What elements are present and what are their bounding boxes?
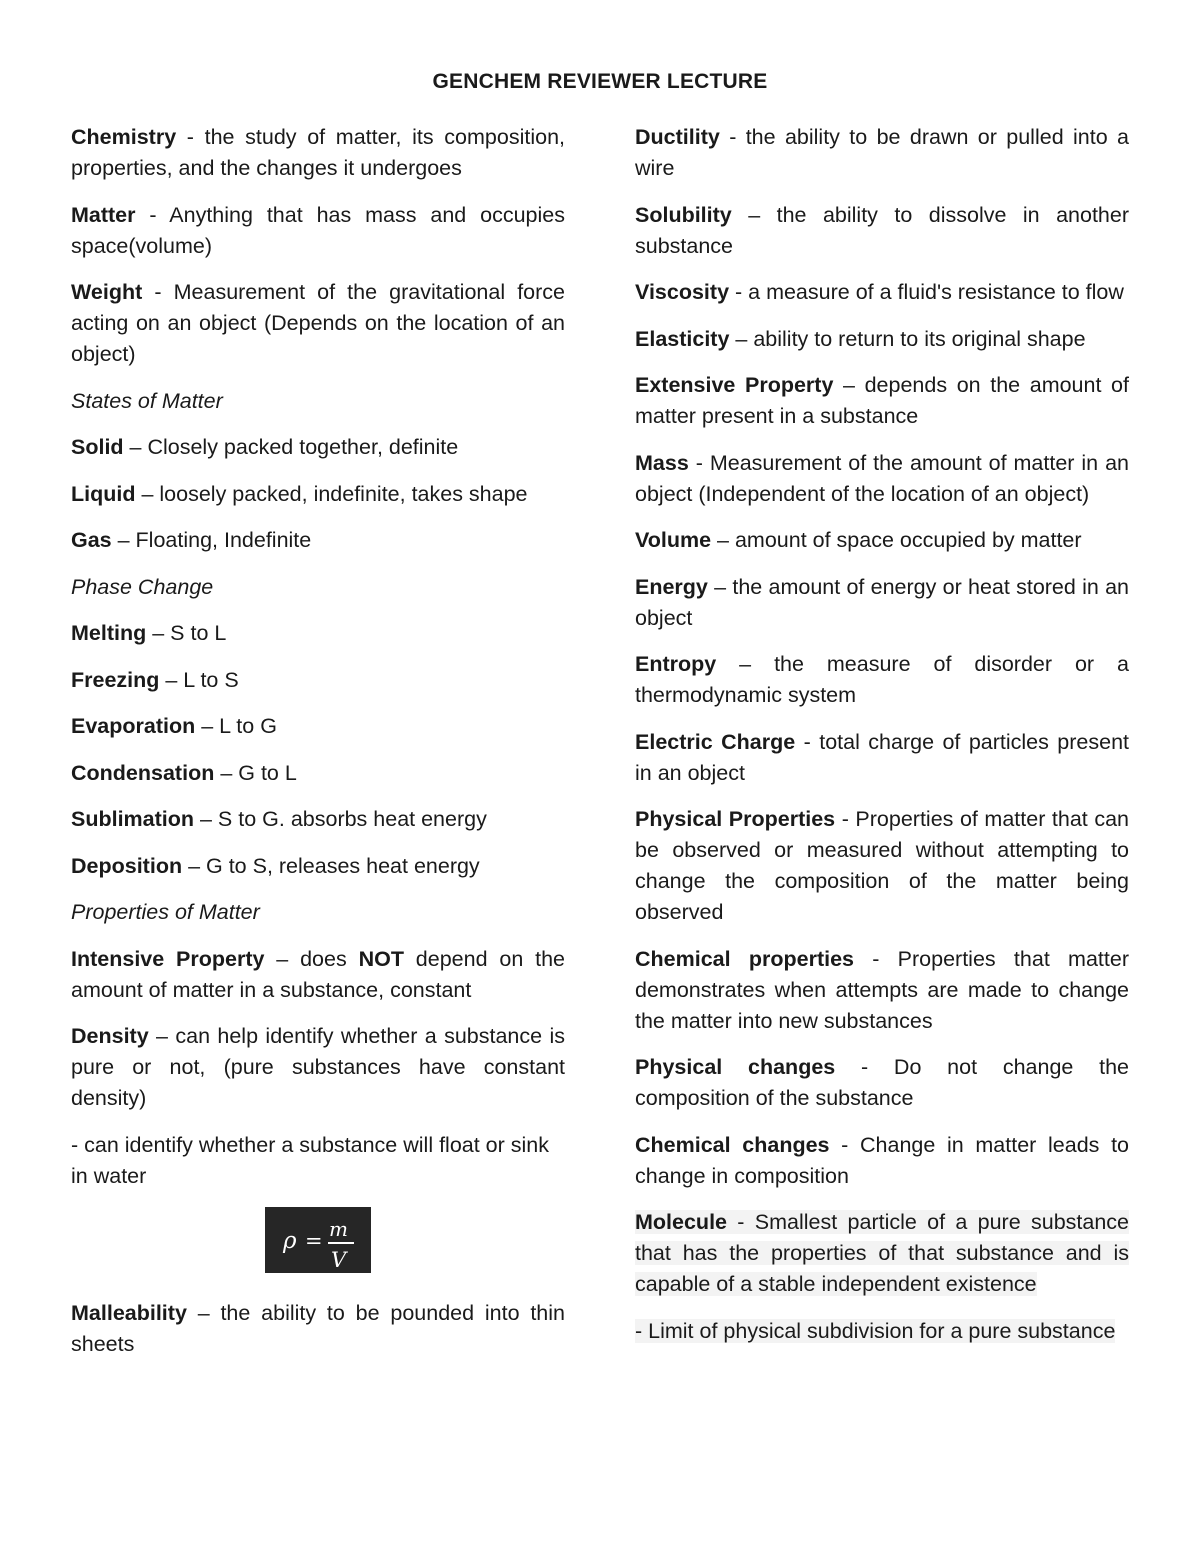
- definition-liquid: [71, 479, 565, 510]
- term-intensive-property: Intensive Property: [71, 946, 265, 971]
- def-intensive-b: depend on the amount of matter in a substance, constant: [71, 946, 566, 1002]
- definition-entropy: [635, 649, 1129, 711]
- def-liquid: – loosely packed, indefinite, takes shape: [135, 481, 528, 506]
- term-solid: Solid: [71, 435, 124, 459]
- term-chemical-properties: Chemical properties: [635, 946, 854, 971]
- formula-denominator: V: [331, 1248, 347, 1272]
- definition-electric-charge: [635, 727, 1129, 789]
- term-viscosity: Viscosity: [635, 280, 730, 304]
- def-extensive-property: – depends on the amount of matter present in a substance: [635, 373, 1129, 428]
- term-evaporation: Evaporation: [71, 714, 196, 738]
- def-physical-properties: - Properties of matter that can be observed or measured without attempting to change the composition of the matter being observed: [635, 807, 1129, 924]
- heading-phase-change: Phase Change: [71, 574, 214, 599]
- density-note: - can identify whether a substance will float or sink in water: [71, 1132, 550, 1188]
- term-elasticity: Elasticity: [635, 326, 730, 351]
- term-electric-charge: Electric Charge: [635, 729, 796, 754]
- density-formula-image: [265, 1207, 371, 1273]
- molecule-note: [635, 1316, 1129, 1347]
- formula-numerator: m: [329, 1217, 348, 1241]
- term-density: Density: [71, 1024, 149, 1048]
- definition-condensation: [71, 758, 565, 789]
- definition-chemical-changes: [635, 1130, 1129, 1192]
- definition-gas: [71, 525, 565, 556]
- term-ductility: Ductility: [635, 125, 720, 149]
- definition-deposition: [71, 851, 565, 882]
- molecule-note-text: - Limit of physical subdivision for a pure substance: [635, 1318, 1116, 1343]
- formula-fraction-bar: [328, 1242, 354, 1244]
- definition-weight: [71, 277, 565, 370]
- definition-extensive-property: [635, 370, 1129, 432]
- definition-mass: [635, 448, 1129, 510]
- def-chemistry: - the study of matter, its composition, properties, and the changes it undergoes: [71, 125, 565, 180]
- def-freezing: – L to S: [159, 667, 239, 692]
- term-deposition: Deposition: [71, 853, 183, 878]
- term-physical-changes: Physical changes: [635, 1055, 836, 1079]
- def-solid: – Closely packed together, definite: [123, 435, 459, 459]
- definition-evaporation: [71, 711, 565, 742]
- definition-volume: [635, 525, 1129, 556]
- document-title: GENCHEM REVIEWER LECTURE: [432, 70, 768, 93]
- right-column: [635, 122, 1129, 1362]
- definition-solid: [71, 432, 565, 463]
- formula-equals: =: [305, 1229, 323, 1253]
- definition-physical-changes: [635, 1052, 1129, 1114]
- term-energy: Energy: [635, 574, 708, 599]
- term-chemistry: Chemistry: [71, 125, 177, 149]
- def-chemical-properties: - Properties that matter demonstrates when attempts are made to change the matter into new substances: [635, 946, 1129, 1033]
- def-condensation: – G to L: [214, 760, 297, 785]
- def-viscosity: - a measure of a fluid's resistance to flow: [729, 280, 1124, 304]
- def-sublimation: – S to G. absorbs heat energy: [194, 807, 487, 831]
- definition-intensive-property: [71, 944, 565, 1006]
- term-melting: Melting: [71, 621, 147, 645]
- definition-matter: [71, 200, 565, 262]
- definition-elasticity: [635, 324, 1129, 355]
- definition-melting: [71, 618, 565, 649]
- def-gas: – Floating, Indefinite: [111, 528, 312, 552]
- term-solubility: Solubility: [635, 202, 732, 227]
- formula-rho: ρ: [283, 1228, 297, 1254]
- def-weight: - Measurement of the gravitational force acting on an object (Depends on the location of an object): [71, 280, 565, 366]
- definition-energy: [635, 572, 1129, 634]
- def-solubility: – the ability to dissolve in another substance: [635, 202, 1129, 258]
- term-freezing: Freezing: [71, 667, 160, 692]
- definition-viscosity: [635, 277, 1129, 308]
- def-matter: - Anything that has mass and occupies space(volume): [71, 202, 565, 258]
- emphasis-not: NOT: [358, 946, 404, 971]
- heading-states-of-matter: States of Matter: [71, 388, 223, 413]
- term-sublimation: Sublimation: [71, 807, 195, 831]
- definition-molecule: [635, 1207, 1129, 1300]
- term-entropy: Entropy: [635, 652, 717, 676]
- def-chemical-changes: - Change in matter leads to change in composition: [635, 1132, 1129, 1188]
- def-intensive-a: – does: [264, 946, 359, 971]
- def-entropy: – the measure of disorder or a thermodynamic system: [635, 652, 1129, 707]
- def-mass: - Measurement of the amount of matter in an object (Independent of the location of an object): [635, 450, 1129, 506]
- definition-ductility: [635, 122, 1129, 184]
- def-melting: – S to L: [146, 621, 227, 645]
- def-electric-charge: - total charge of particles present in an object: [635, 729, 1130, 785]
- term-mass: Mass: [635, 450, 689, 475]
- term-volume: Volume: [635, 528, 712, 552]
- definition-solubility: [635, 200, 1129, 262]
- def-deposition: – G to S, releases heat energy: [182, 853, 480, 878]
- definition-malleability: [71, 1298, 565, 1360]
- heading-properties-of-matter: Properties of Matter: [71, 900, 260, 924]
- def-volume: – amount of space occupied by matter: [711, 528, 1082, 552]
- left-column: [71, 122, 565, 1376]
- term-liquid: Liquid: [71, 481, 136, 506]
- definition-chemistry: [71, 122, 565, 184]
- definition-chemical-properties: [635, 944, 1129, 1037]
- definition-freezing: [71, 665, 565, 696]
- def-physical-changes: - Do not change the composition of the substance: [635, 1055, 1130, 1110]
- definition-physical-properties: [635, 804, 1129, 928]
- term-extensive-property: Extensive Property: [635, 373, 834, 397]
- def-molecule: - Smallest particle of a pure substance that has the properties of that substance and is capable of a stable independent existence: [635, 1210, 1129, 1296]
- def-evaporation: – L to G: [195, 714, 277, 738]
- term-chemical-changes: Chemical changes: [635, 1132, 830, 1157]
- definition-density: [71, 1021, 565, 1114]
- term-malleability: Malleability: [71, 1301, 187, 1325]
- term-molecule: Molecule: [635, 1210, 727, 1234]
- def-energy: – the amount of energy or heat stored in an object: [635, 574, 1129, 630]
- def-ductility: - the ability to be drawn or pulled into a wire: [635, 125, 1129, 180]
- def-malleability: – the ability to be pounded into thin sheets: [71, 1301, 565, 1356]
- density-formula-wrapper: [71, 1207, 565, 1273]
- def-density: – can help identify whether a substance is pure or not, (pure substances have constant density): [71, 1024, 565, 1110]
- term-condensation: Condensation: [71, 760, 215, 785]
- term-gas: Gas: [71, 528, 112, 552]
- definition-sublimation: [71, 804, 565, 835]
- def-elasticity: – ability to return to its original shape: [729, 326, 1086, 351]
- term-physical-properties: Physical Properties: [635, 807, 836, 831]
- term-weight: Weight: [71, 280, 143, 304]
- term-matter: Matter: [71, 202, 136, 227]
